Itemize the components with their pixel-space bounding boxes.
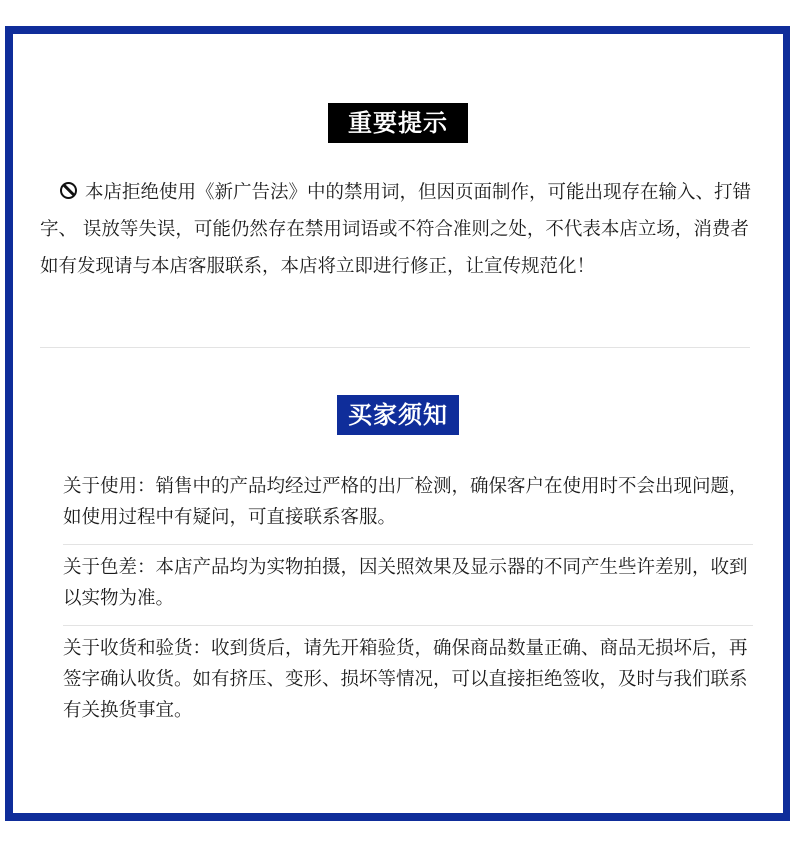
buyer-notice-list [63, 464, 753, 737]
section-divider [40, 347, 750, 348]
notice-paragraph [40, 174, 765, 285]
notice-frame [5, 26, 790, 821]
notice-text: 本店拒绝使用《新广告法》中的禁用词，但因页面制作，可能出现存在输入、打错字、 误放等失误，可能仍然存在禁用词语或不符合准则之处，不代表本店立场，消费者如有发现请与本店客服联系，本店将立即进行修正，让宣传规范化！ [40, 182, 752, 277]
buyer-notice-color-difference: 关于色差：本店产品均为实物拍摄，因关照效果及显示器的不同产生些许差别，收到以实物为准。 [63, 545, 753, 626]
notice-title: 重要提示 [328, 103, 468, 143]
buyer-notice-title: 买家须知 [337, 395, 459, 435]
buyer-notice-receiving-inspection: 关于收货和验货：收到货后，请先开箱验货，确保商品数量正确、商品无损坏后，再签字确认收货。如有挤压、变形、损坏等情况，可以直接拒绝签收，及时与我们联系有关换货事宜。 [63, 638, 748, 721]
ban-icon [60, 182, 77, 199]
buyer-notice-usage: 关于使用：销售中的产品均经过严格的出厂检测，确保客户在使用时不会出现问题，如使用过程中有疑问，可直接联系客服。 [63, 464, 753, 545]
